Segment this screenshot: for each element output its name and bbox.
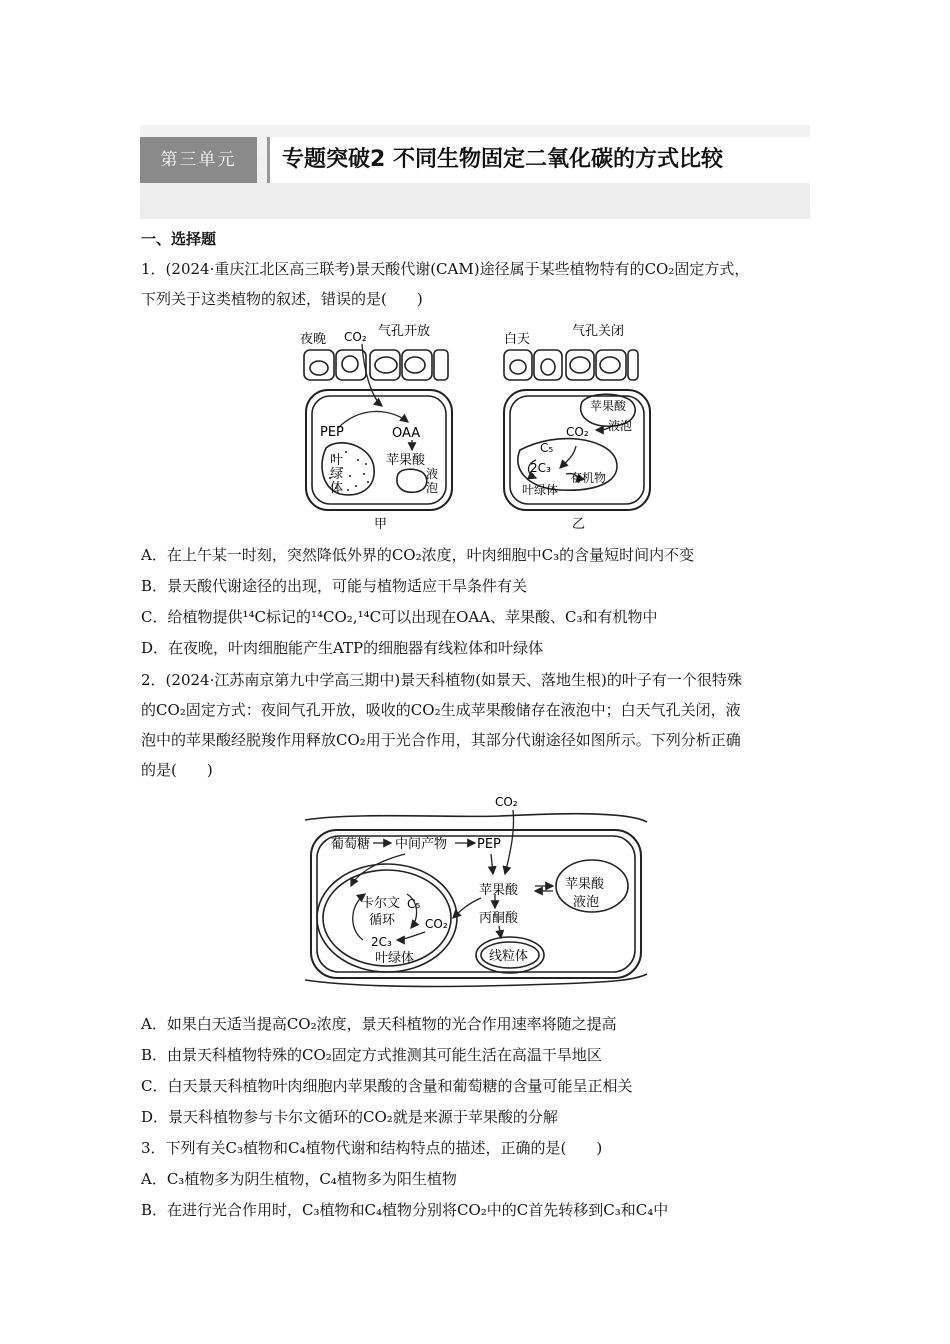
fig1-left-malic: 苹果酸 (386, 453, 426, 468)
fig1-left-pep: PEP (320, 425, 344, 440)
fig2-co2-top: CO₂ (495, 795, 518, 809)
fig2-co2-mid: CO₂ (425, 917, 448, 931)
fig2-pep: PEP (477, 837, 501, 852)
q2-option-c: C．白天景天科植物叶肉细胞内苹果酸的含量和葡萄糖的含量可能呈正相关 (141, 1077, 633, 1095)
q2-figure (295, 790, 655, 1000)
fig1-right-c5: C₅ (540, 441, 554, 455)
fig1-right-vac: 液泡 (608, 419, 633, 433)
q1-option-d: D．在夜晚，叶肉细胞能产生ATP的细胞器有线粒体和叶绿体 (141, 639, 544, 657)
q2-option-d: D．景天科植物参与卡尔文循环的CO₂就是来源于苹果酸的分解 (141, 1108, 558, 1126)
fig2-vacuole-malic: 苹果酸 (565, 877, 605, 892)
title-box (267, 137, 810, 183)
section-heading: 一、选择题 (141, 230, 217, 248)
q3-option-b: B．在进行光合作用时，C₃植物和C₄植物分别将CO₂中的C首先转移到C₃和C₄中 (141, 1201, 669, 1219)
fig1-left-stoma: 气孔开放 (378, 324, 431, 339)
q2-option-a: A．如果白天适当提高CO₂浓度，景天科植物的光合作用速率将随之提高 (141, 1015, 617, 1033)
fig2-c3: 2C₃ (371, 935, 392, 949)
q2-stem-line3: 泡中的苹果酸经脱羧作用释放CO₂用于光合作用，其部分代谢途径如图所示。下列分析正确 (141, 731, 741, 749)
fig1-left-vac1: 液 (426, 467, 439, 481)
fig1-left-chloro2: 绿 (330, 467, 344, 482)
q2-stem-line1: 2．(2024·江苏南京第九中学高三期中)景天科植物(如景天、落地生根)的叶子有一个很特殊 (141, 671, 742, 689)
fig2-chloroplast: 叶绿体 (375, 951, 415, 966)
unit-label: 第三单元 (140, 137, 257, 183)
fig2-vacuole: 液泡 (573, 895, 600, 910)
q1-option-b: B．景天酸代谢途径的出现，可能与植物适应干旱条件有关 (141, 577, 528, 595)
q2-stem-line4: 的是( ) (141, 761, 213, 779)
fig1-right-stoma: 气孔关闭 (572, 324, 625, 339)
page-title: 专题突破2 不同生物固定二氧化碳的方式比较 (282, 147, 723, 172)
q1-option-a: A．在上午某一时刻，突然降低外界的CO₂浓度，叶肉细胞中C₃的含量短时间内不变 (141, 546, 695, 564)
fig2-c5: C₅ (407, 897, 421, 911)
fig1-left-vac2: 泡 (426, 481, 439, 495)
fig1-left-chloro1: 叶 (330, 453, 344, 468)
fig2-mitochondrion: 线粒体 (489, 949, 529, 964)
fig1-right-org: 有机物 (570, 471, 607, 485)
q1-stem-line2: 下列关于这类植物的叙述，错误的是( ) (141, 290, 423, 308)
fig1-right-malic: 苹果酸 (590, 399, 627, 413)
fig2-pyruvate: 丙酮酸 (479, 911, 519, 926)
q2-option-b: B．由景天科植物特殊的CO₂固定方式推测其可能生活在高温干旱地区 (141, 1046, 602, 1064)
fig1-right-time: 白天 (504, 332, 531, 347)
fig1-right-co2: CO₂ (566, 425, 589, 439)
fig2-intermediate: 中间产物 (395, 837, 448, 852)
fig1-left-oaa: OAA (392, 426, 421, 441)
fig1-right-chloro: 叶绿体 (522, 483, 559, 497)
q1-stem-line1: 1．(2024·重庆江北区高三联考)景天酸代谢(CAM)途径属于某些植物特有的CO₂固定方式， (141, 260, 750, 278)
fig2-calvin1: 卡尔文 (361, 896, 401, 911)
fig1-caption-left: 甲 (374, 517, 388, 532)
q1-option-c: C．给植物提供¹⁴C标记的¹⁴CO₂,¹⁴C可以出现在OAA、苹果酸、C₃和有机物中 (141, 608, 658, 626)
fig1-left-chloro3: 体 (330, 481, 344, 496)
fig1-caption-right: 乙 (572, 517, 586, 532)
q1-figure (290, 318, 660, 533)
fig2-malic: 苹果酸 (479, 883, 519, 898)
fig2-glucose: 葡萄糖 (331, 837, 371, 852)
q3-stem: 3．下列有关C₃植物和C₄植物代谢和结构特点的描述，正确的是( ) (141, 1139, 603, 1157)
fig2-calvin2: 循环 (369, 913, 396, 928)
q3-option-a: A．C₃植物多为阴生植物，C₄植物多为阳生植物 (141, 1170, 457, 1188)
q2-stem-line2: 的CO₂固定方式：夜间气孔开放，吸收的CO₂生成苹果酸储存在液泡中；白天气孔关闭，液 (141, 701, 741, 719)
fig1-left-time: 夜晚 (300, 332, 327, 347)
fig1-left-co2: CO₂ (344, 330, 367, 344)
fig1-right-c3: 2C₃ (530, 461, 551, 475)
